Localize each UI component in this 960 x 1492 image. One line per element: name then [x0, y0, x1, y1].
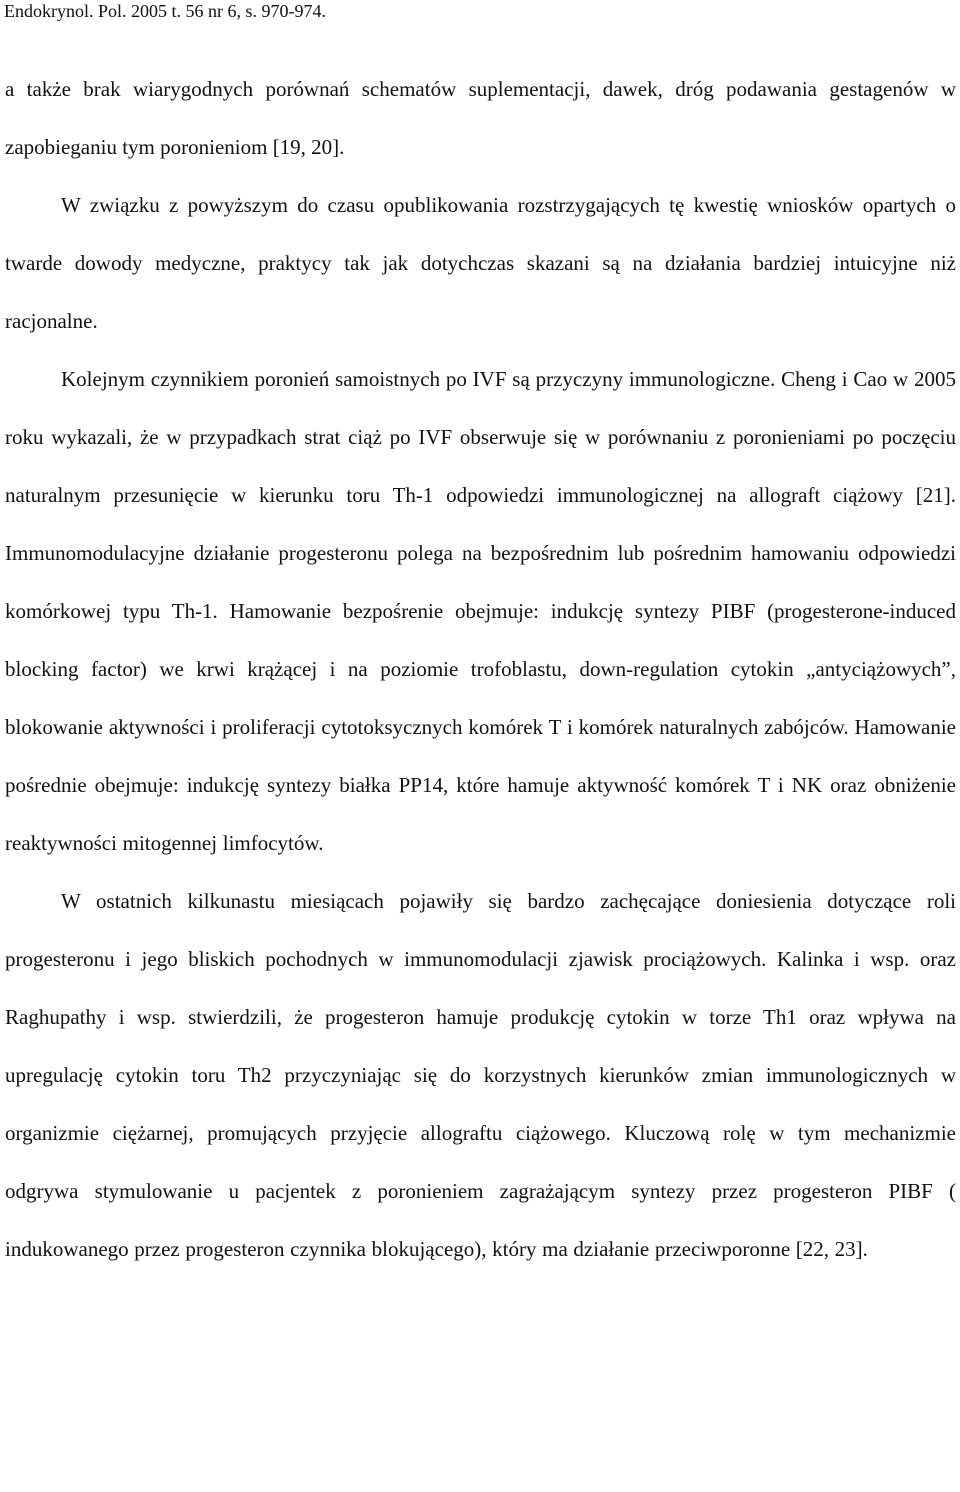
paragraph-conclusion: W związku z powyższym do czasu opublikowania rozstrzygających tę kwestię wniosków opartych o twarde dowody medyczne, praktycy tak jak dotychczas skazani są na działania bardziej intuicyjne niż racjonalne.	[5, 193, 956, 333]
paragraph-continuation: a także brak wiarygodnych porównań schematów suplementacji, dawek, dróg podawania gestagenów w zapobieganiu tym poronieniom [19, 20].	[5, 77, 956, 159]
document-body	[5, 60, 956, 1278]
paragraph-recent-reports: W ostatnich kilkunastu miesiącach pojawiły się bardzo zachęcające doniesienia dotyczące roli progesteronu i jego bliskich pochodnych w immunomodulacji zjawisk prociążowych. Kalinka i wsp. oraz Raghupathy i wsp. stwierdzili, że progesteron hamuje produkcję cytokin w torze Th1 oraz wpływa na upregulację cytokin toru Th2 przyczyniając się do korzystnych kierunków zmian immunologicznych w organizmie ciężarnej, promujących przyjęcie allograftu ciążowego. Kluczową rolę w tym mechanizmie odgrywa stymulowanie u pacjentek z poronieniem zagrażającym syntezy przez progesteron PIBF ( indukowanego przez progesteron czynnika blokującego), który ma działanie przeciwporonne [22, 23].	[5, 889, 956, 1261]
journal-citation-header: Endokrynol. Pol. 2005 t. 56 nr 6, s. 970-974.	[4, 1, 326, 21]
paragraph-immunological-causes: Kolejnym czynnikiem poronień samoistnych po IVF są przyczyny immunologiczne. Cheng i Cao w 2005 roku wykazali, że w przypadkach strat ciąż po IVF obserwuje się w porównaniu z poronieniami po poczęciu naturalnym przesunięcie w kierunku toru Th-1 odpowiedzi immunologicznej na allograft ciążowy [21]. Immunomodulacyjne działanie progesteronu polega na bezpośrednim lub pośrednim hamowaniu odpowiedzi komórkowej typu Th-1. Hamowanie bezpośrenie obejmuje: indukcję syntezy PIBF (progesterone-induced blocking factor) we krwi krążącej i na poziomie trofoblastu, down-regulation cytokin „antyciążowych”, blokowanie aktywności i proliferacji cytotoksycznych komórek T i komórek naturalnych zabójców. Hamowanie pośrednie obejmuje: indukcję syntezy białka PP14, które hamuje aktywność komórek T i NK oraz obniżenie reaktywności mitogennej limfocytów.	[5, 367, 956, 855]
